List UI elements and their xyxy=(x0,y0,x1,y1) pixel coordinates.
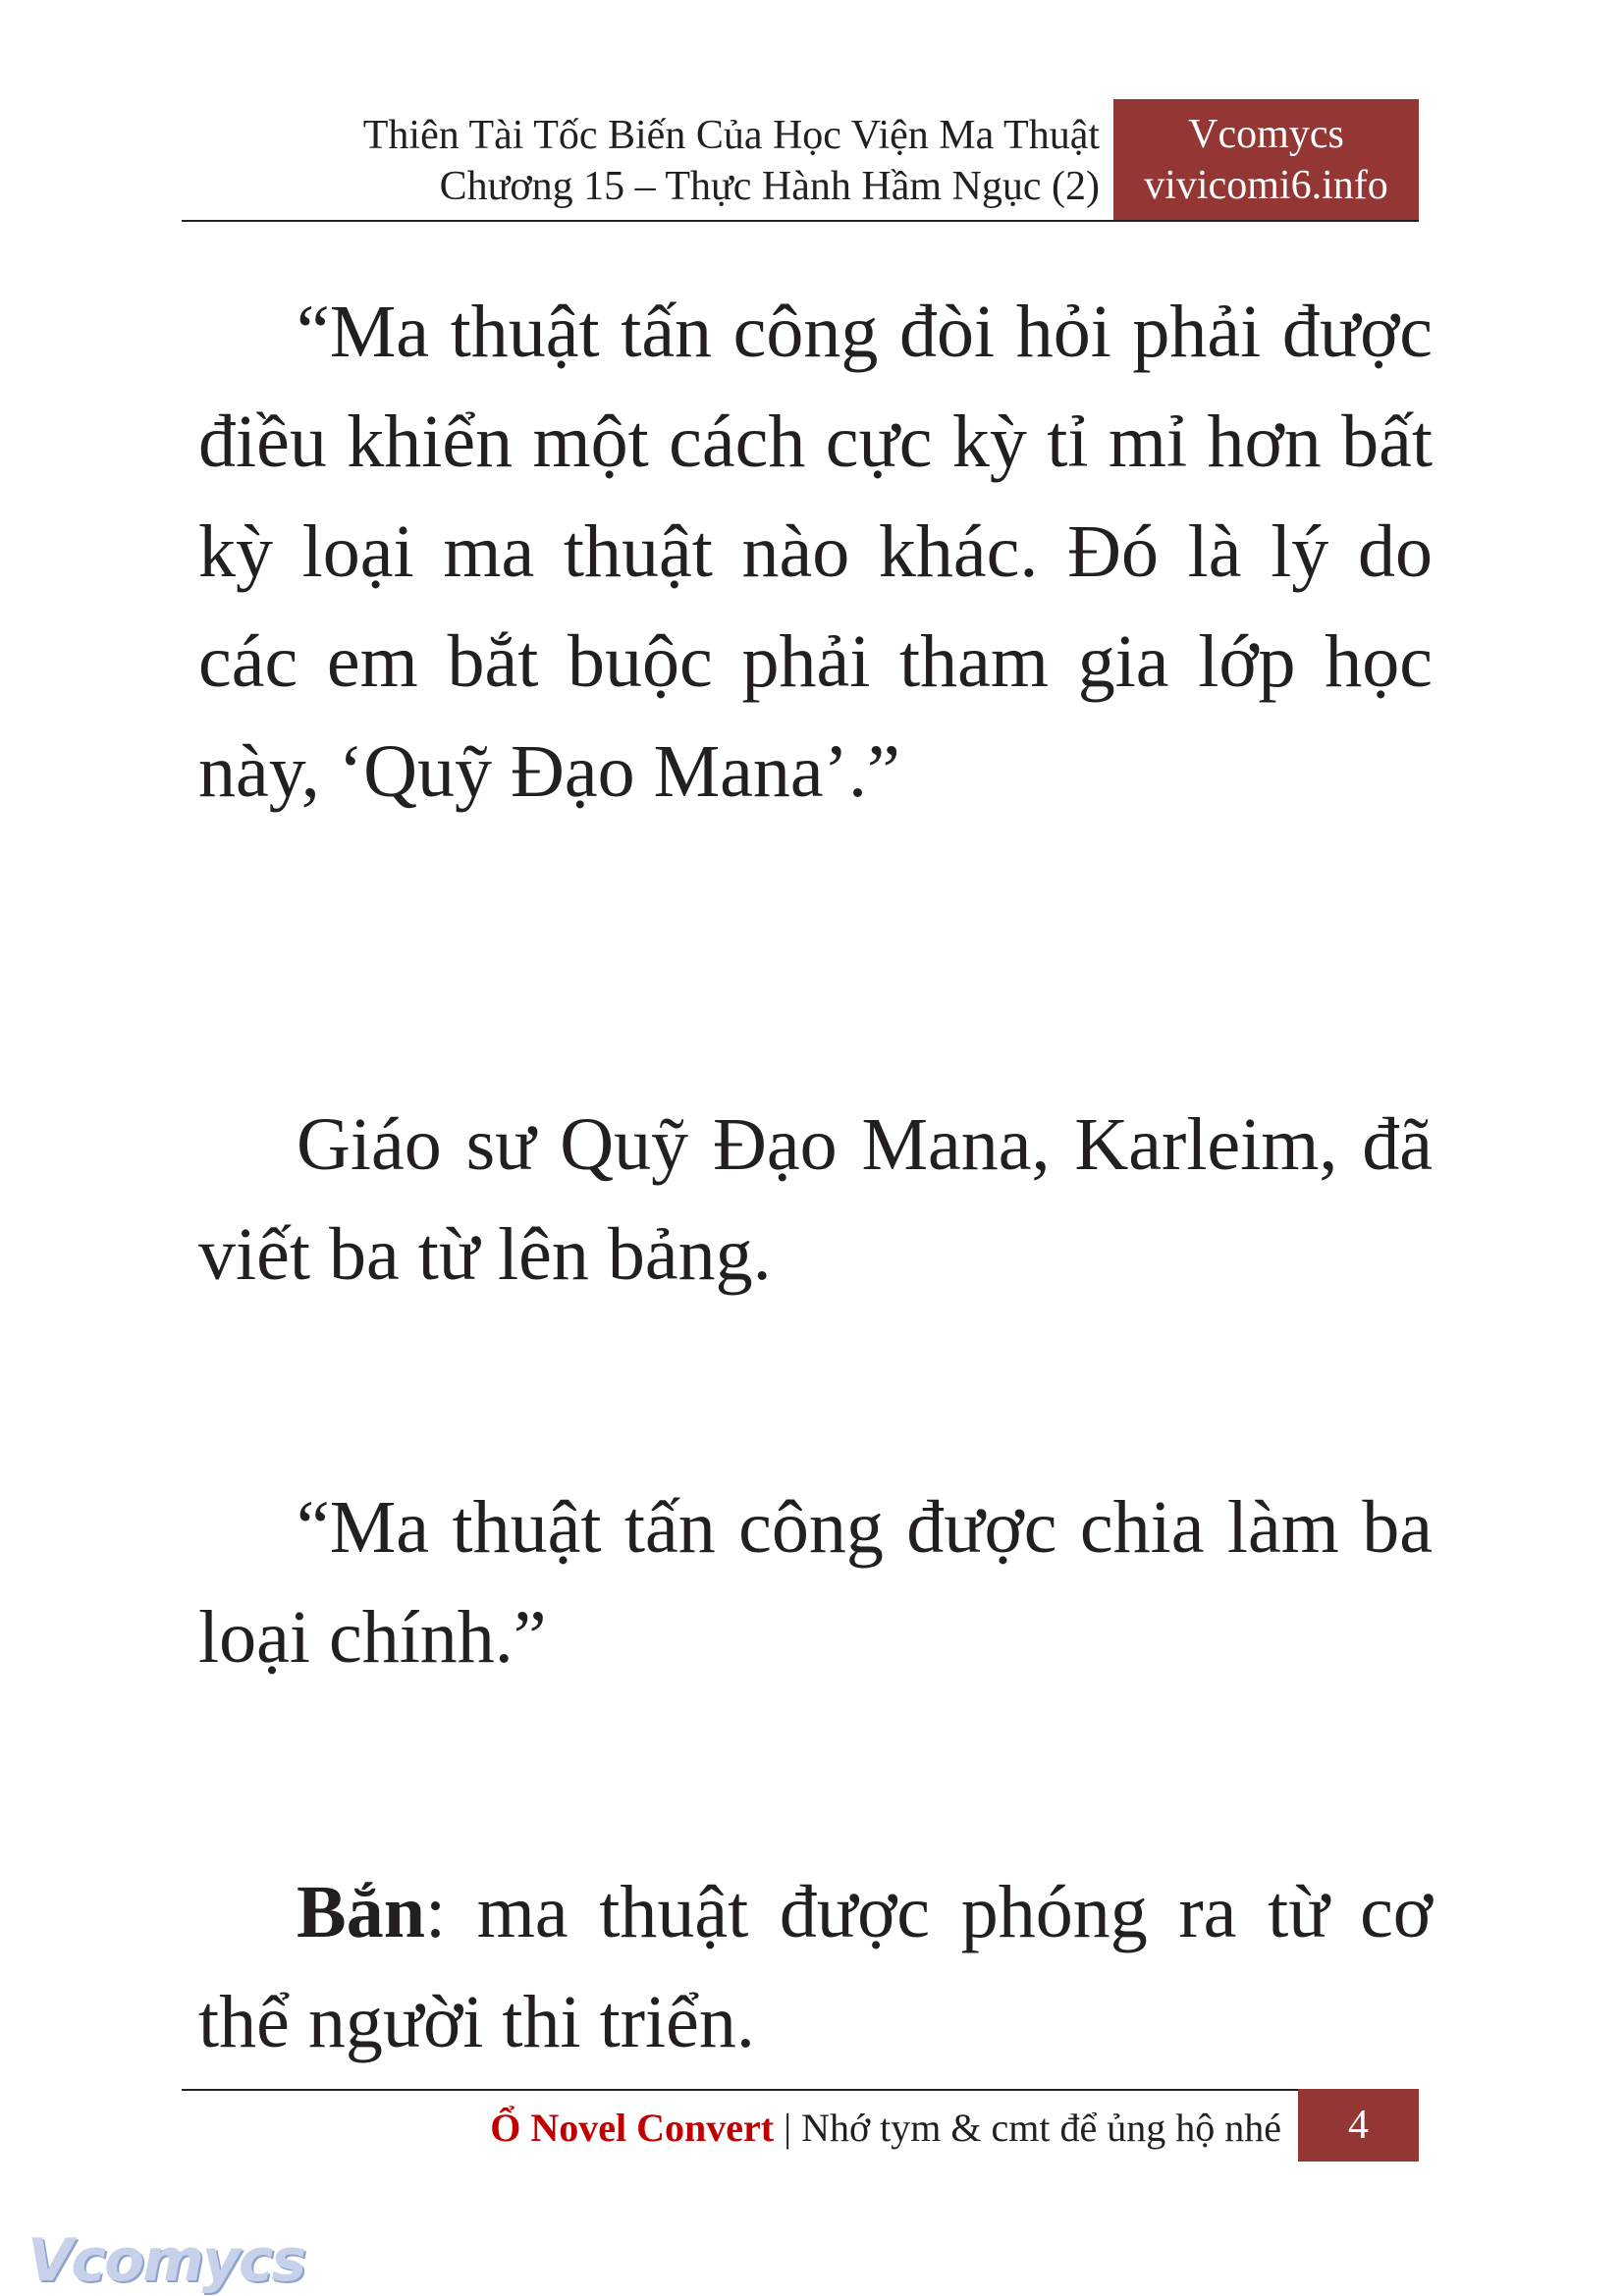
footer-message: Nhớ tym & cmt để ủng hộ nhé xyxy=(801,2106,1281,2150)
page-number: 4 xyxy=(1298,2089,1419,2162)
header-titles xyxy=(245,110,1100,212)
definition-text: : ma thuật được phóng ra từ cơ thể người thi triển. xyxy=(198,1871,1433,2063)
definition-term: Bắn xyxy=(297,1871,425,1953)
site-name: Vcomycs xyxy=(1188,112,1344,157)
definition-paragraph xyxy=(198,1857,1433,2077)
footer-brand: Ổ Novel Convert xyxy=(490,2106,775,2150)
book-title: Thiên Tài Tốc Biến Của Học Viện Ma Thuật xyxy=(362,113,1100,158)
watermark-logo: Vcomycs xyxy=(27,2226,305,2295)
footer-divider xyxy=(182,2089,1419,2091)
paragraph-1: “Ma thuật tấn công đòi hỏi phải được điều khiển một cách cực kỳ tỉ mỉ hơn bất kỳ loại ma thuật nào khác. Đó là lý do các em bắt buộc phải tham gia lớp học này, ‘Quỹ Đạo Mana’.” xyxy=(198,291,1433,813)
paragraph-2: Giáo sư Quỹ Đạo Mana, Karleim, đã viết ba từ lên bảng. xyxy=(198,1103,1433,1296)
footer-separator: | xyxy=(774,2106,802,2150)
chapter-title: Chương 15 – Thực Hành Hầm Ngục (2) xyxy=(439,164,1100,209)
site-url: vivicomi6.info xyxy=(1144,163,1388,208)
site-badge xyxy=(1113,99,1419,220)
paragraph-3: “Ma thuật tấn công được chia làm ba loại chính.” xyxy=(198,1486,1433,1679)
header-divider xyxy=(182,220,1419,222)
footer-note xyxy=(182,2097,1281,2160)
